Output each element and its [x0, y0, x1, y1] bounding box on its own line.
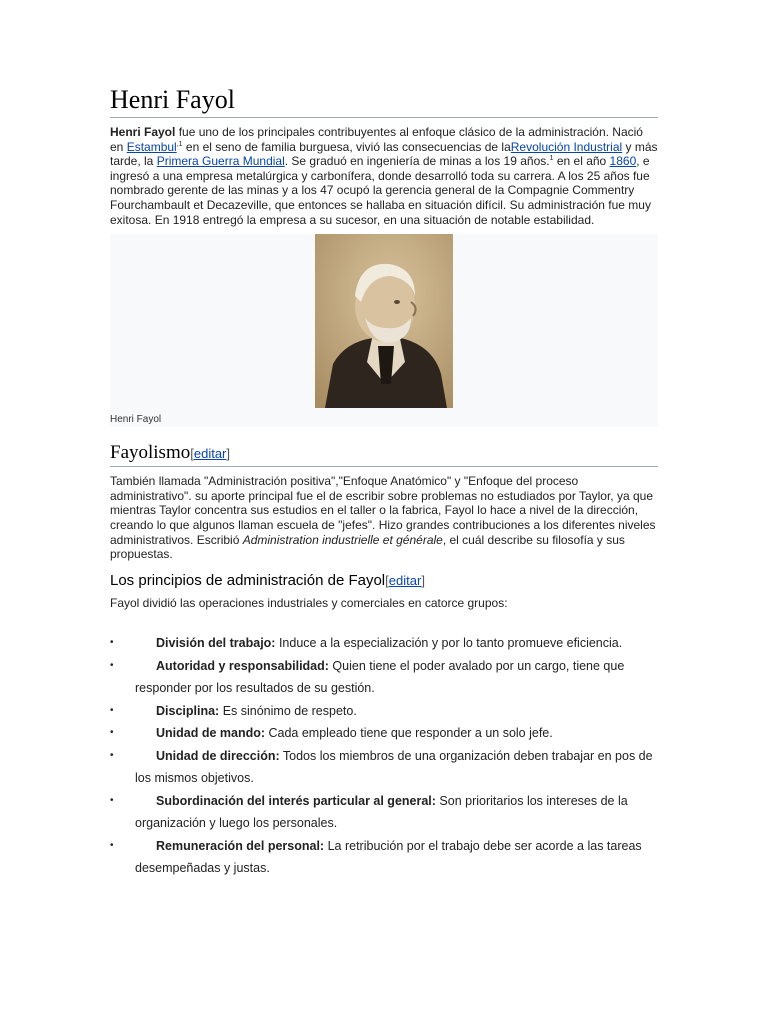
intro-text-6: , e ingresó a una empresa metalúrgica y carbonífera, donde desarrolló toda su carrera. A los 25 años fue nombrado gerente de las minas y a los 47 ocupó la gerencia general de la Compagnie Commentry Fourchambault et Decazeville, que entonces se hallaba en situación difícil. Su administración fue muy exitosa. En 1918 entregó la empresa a su sucesor, en una situación de notable estabilidad.: [110, 154, 651, 227]
portrait-figure: [110, 234, 658, 427]
intro-text-4: . Se graduó en ingeniería de minas a los 19 años.: [284, 154, 550, 169]
principle-term: Subordinación del interés particular al general:: [156, 793, 436, 808]
link-revolucion-industrial[interactable]: Revolución Industrial: [510, 139, 623, 154]
principle-desc: Quien tiene el poder avalado por un cargo, tiene que responder por los resultados de su gestión.: [135, 658, 625, 696]
bullet: •: [110, 637, 114, 649]
list-item: [110, 655, 658, 700]
bullet: •: [110, 727, 114, 739]
edit-link-principios[interactable]: editar: [388, 572, 422, 588]
list-item: [110, 745, 658, 790]
principle-term: Unidad de mando:: [156, 726, 266, 741]
edit-section-principios: [385, 573, 425, 588]
book-title: Administration industrielle et générale: [242, 532, 443, 547]
reference-2[interactable]: 1: [549, 155, 554, 163]
article-content: [110, 84, 658, 880]
reference-1[interactable]: ,1: [176, 140, 183, 148]
intro-name: Henri Fayol: [110, 125, 176, 139]
section-title-principios: Los principios de administración de Fayol: [110, 571, 386, 589]
fayolismo-text-1: También llamada "Administración positiva","Enfoque Anatómico" y "Enfoque del proceso administrativo". su aporte principal fue el de escribir sobre problemas no estudiados por Taylor, ya que mientras Taylor concentra sus estudios en el taller o la fabrica, Fayol lo hace a nivel de la dirección, creando lo que algunos llaman escuela de "jefes". Hizo grandes contribuciones a los diferentes niveles administrativos. Escribió: [110, 474, 656, 547]
section-heading-principios: [110, 572, 658, 590]
edit-bracket-open: [: [190, 446, 194, 462]
edit-link-fayolismo[interactable]: editar: [193, 446, 227, 462]
principle-desc: Induce a la especialización y por lo tanto promueve eficiencia.: [275, 636, 623, 651]
principles-list: [110, 632, 658, 880]
section-title-fayolismo: Fayolismo: [110, 442, 191, 464]
intro-text-5: en el año: [553, 154, 610, 169]
intro-text-3: y más tarde, la: [110, 139, 658, 169]
principle-desc: Todos los miembros de una organización deben trabajar en pos de los mismos objetivos.: [135, 748, 653, 786]
list-item: [110, 790, 658, 835]
bullet: •: [110, 839, 114, 851]
principios-intro: Fayol dividió las operaciones industriales y comerciales en catorce grupos:: [110, 595, 508, 610]
link-estambul[interactable]: Estambul: [126, 139, 177, 154]
intro-paragraph: [110, 125, 658, 227]
bullet: •: [110, 749, 114, 761]
edit-bracket-open: [: [385, 572, 389, 588]
fayolismo-paragraph: [110, 474, 658, 562]
link-1860[interactable]: 1860: [609, 154, 637, 169]
section-heading-fayolismo: [110, 441, 658, 467]
link-primera-guerra-mundial[interactable]: Primera Guerra Mundial: [156, 154, 285, 169]
intro-text-2: en el seno de familia burguesa, vivió las consecuencias de la: [182, 139, 511, 154]
bullet: •: [110, 704, 114, 716]
page-title: Henri Fayol: [110, 84, 658, 118]
principle-desc: Es sinónimo de respeto.: [219, 703, 357, 718]
principle-term: Autoridad y responsabilidad:: [156, 658, 329, 673]
list-item: [110, 700, 658, 723]
principle-term: Unidad de dirección:: [156, 748, 280, 763]
principle-desc: La retribución por el trabajo debe ser acorde a las tareas desempeñadas y justas.: [135, 838, 642, 876]
bullet: •: [110, 659, 114, 671]
bullet: •: [110, 794, 114, 806]
edit-section-fayolismo: [190, 446, 230, 461]
principle-desc: Son prioritarios los intereses de la organización y luego los personales.: [135, 793, 628, 831]
principle-term: División del trabajo:: [156, 636, 276, 651]
principle-term: Remuneración del personal:: [156, 838, 325, 853]
portrait-image: [315, 234, 453, 408]
portrait-caption: Henri Fayol: [110, 414, 162, 426]
intro-text-1: fue uno de los principales contribuyentes al enfoque clásico de la administración. Nació en: [110, 125, 643, 154]
list-item: [110, 722, 658, 745]
principle-desc: Cada empleado tiene que responder a un solo jefe.: [265, 726, 553, 741]
portrait-photo[interactable]: [315, 234, 453, 408]
edit-bracket-close: ]: [421, 572, 425, 588]
list-item: [110, 632, 658, 655]
edit-bracket-close: ]: [226, 446, 231, 462]
list-item: [110, 835, 658, 880]
fayolismo-text-2: , el cuál describe su filosofía y sus propuestas.: [110, 532, 625, 562]
principle-term: Disciplina:: [156, 703, 220, 718]
